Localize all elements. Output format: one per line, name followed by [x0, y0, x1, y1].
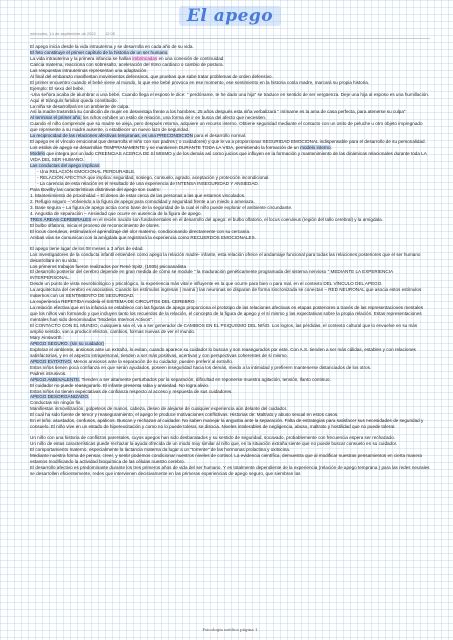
highlight: modelo interno [300, 145, 331, 151]
list-item: 3. Base segura – La figura de apego actúa como base de la seguridad de la cual el niño puede explorar el ambiente circundante. [30, 204, 293, 210]
paragraph: Desde un punto de vista neurobiológico y psicológico, la experiencia más vital e influyente es la que ocurre para bien o para mal, en el contexto DEL VÍNCULO DEL APEGO. [30, 281, 383, 287]
paragraph-text: que integra por un lado CREENCIAS ACERCA DE SÍ MISMO y de los demás así como juicios que influyen en la formación y mantenimiento de las dinámicas relacionales durante toda LA VIDA DEL SER HUMANO. [30, 151, 427, 163]
paragraph: Las respuestas intrauterinas representan una adaptación. [30, 67, 148, 73]
page-footer: Psicología médica página 1 [202, 627, 258, 632]
notebook-page [30, 0, 430, 640]
highlight: APEGO EVITATIVO. [30, 358, 73, 364]
paragraph: Conductas sin ningún fin. [30, 400, 82, 406]
paragraph: La relación efectiva que en la infancia se establece con las figuras de apego proporciona el prototipo de las relaciones afectivas en etapas posteriores a través de las representaciones mentales que los niños van formando y que incluyen tanto los recuerdos de la relación, el concepto de la figura de apego y el sí mismo y las expectativas sobre la propia relación. Estas representaciones mentales han sido denominadas "Modelos Internos Activos". [30, 305, 424, 323]
paragraph: El cual ha sido fuente de temor y reaseguramiento, el apego le produce motivaciones conflictivas. Historias de: Maltrato y abuso sexual en estos casos. [30, 412, 339, 418]
paragraph-text: La vida intrauterina y la primera infancia se hallan [30, 55, 133, 61]
paragraph: Padres intrusivos. [30, 370, 67, 376]
paragraph-text: en el recién nacido son fundamentales en el desarrollo del apego: el bulbo olfatorio, el locus coeruleus (región del tallo cerebral) y la amígdala. [91, 216, 383, 222]
paragraph-text: para el desarrollo normal. [192, 133, 247, 139]
paragraph: El bulbo olfatorio, inicia el proceso de reconocimiento de olores. [30, 222, 160, 228]
paragraph: Ambas vías se comunican con la amígdala que registrará la experiencia como RECUERDOS EMOCIONALES. [30, 234, 256, 240]
paragraph: Ejemplo: El sexo del bebé. [30, 85, 85, 91]
paragraph-text: . [330, 145, 332, 151]
paragraph: El primer encuentro cuando el bebé viene al mundo, lo que ese bebé provoca en ese momento, ese sentimiento en la historia conla madre, marcará su propia historia. [30, 79, 370, 85]
highlight: Modelo [30, 151, 46, 157]
paragraph-text: Los estilos de apego se desarrollan TEMPRANAMENTE y se mantienen DURANTE TODA LA VIDA, permitiendo la formación de un [30, 145, 301, 151]
highlight: TRES ÁREAS CEREBRALES [30, 216, 92, 222]
highlight: APEGO DESORGANIZADO. [30, 394, 90, 400]
page-title-text: El apego [179, 6, 281, 26]
paragraph: Estos niños no tienen expectativas de confianza respecto al acceso y respuesta de sus cuidadores. [30, 388, 233, 394]
paragraph: El apego inicia desde la vida intrauterina y se desarrolla en cada año de su vida. [30, 44, 194, 49]
paragraph: El apego es el vínculo emocional que desarrolla el niño con sus padres ( o cuidadores) y que le va a proporcionar SEGURIDAD EMOCIONAL indispensable para el desarrollo de su personalidad. [30, 139, 426, 145]
paragraph: Un niño de estas características puede rechazar la ayuda ofrecida de un modo muy similar al niño que, en la situación extraña siente que no puede buscar consuelo en su cuidador. [30, 441, 398, 447]
paragraph-text: los niños exhiben un estilo de relación, una forma de ir en busca del afecto que necesiten. [81, 115, 267, 121]
paragraph: -Una señora acaba de alumbrar a una bebé. Cuando llega el esposo le dice: " perdóname, te he dado una hija" se traduce en sentido de ser vergüenza. Deje una hija al esposo es una humillación. [30, 91, 430, 97]
page-meta [30, 31, 123, 36]
paragraph: El comportamiento materno, especialmente la lactancia materna da lugar a un "torrente" de las hormonas prolactina y oxitocina. [30, 447, 291, 453]
meta-divider [30, 38, 430, 39]
highlight: APEGO SEGURO. (sin su cuidador) [30, 340, 105, 346]
paragraph: Así la madre trasmitirá su condición de mujer en desventaja frente a los hombres. 25 años después esta niña verbalizará " mímame es la ama de casa perfecta, para atenerse su culpa" [30, 109, 406, 115]
paragraph: Los investigadores de la conducta infantil entienden como apego la relación madre- infante, esta relación ofrece el andamiaje funcional para todas las relaciones posteriores que el ser humano desarrollará en su vida. [30, 251, 421, 263]
paragraph: La arquitectura del cerebro es asociativa. Cuando los estímulos ingresan ( mamá ) las neuronas se disparan de forma sincronizada se conectan – RED NEURONAL que asocia estos estímulos maternos con un SENTIMIENTO DE SEGURIDAD. [30, 287, 422, 299]
paragraph-text: Menos ansiosos ante la separación de su cuidador, pueden preferir al extraño. [72, 358, 234, 364]
page-title [30, 6, 430, 26]
highlight: imbrincadas [132, 55, 158, 61]
paragraph: La experiencia REPETIDA modela el SISTEMA DE CIRCUITOS DEL CEREBRO. [30, 299, 196, 305]
page-time: 12:05 [104, 31, 115, 36]
paragraph: Mary Ainsworth. [30, 334, 63, 340]
paragraph [30, 217, 430, 223]
paragraph: Un niño con una historia de conflictos parentales, cuyos apegos han sido desbaratados y su sentido de seguridad, socavado, probablemente con frecuencia espera ser rechazado. [30, 435, 395, 441]
paragraph: En el niño: asustados, confusos, apáticos. Buscan y rechazan al cuidador. No saben manejar la angustia ante la separación. Falta de estrategias para satisfacer sus necesidades de seguridad y consuelo. El niño vive en un estado de hiperexcitación y como no lo puede tolerar, se disocia. Niveles intolerables de negligencia, abuso, maltrato y hostilidad que no puede tolerar. [30, 418, 424, 430]
paragraph: Para Bowlby las características distintivas del apego son cuatro: [30, 186, 161, 192]
paragraph: El locus coeruleus, estimulará el aprendizaje del olor materno, condicionando directamente con su cercanía. [30, 228, 251, 234]
paragraph: El desarrollo posterior del cerebro depende en gran medida de cómo se module " la maduración genéticamente programada del sistema nervioso " MEDIANTE LA EXPERIENCIA INTERPERSONAL. [30, 269, 393, 281]
list-item: 1. Mantenimiento de proximidad – El deseo de estar cerca de las personas a las que estamos vinculados. [30, 192, 246, 198]
paragraph: Exploran el ambiente, ansiosos ante un extraño, lo evitan, cuando aparece su cuidador lo buscan y son reasegurados por este. Con A.S. tienden a ser más cálidas, estables y con relaciones satisfactorias, y en el aspecto intrapersonal, tienden a ser más positivas, acertivas y con perspectivas coherentes de sí mismo. [30, 346, 416, 358]
paragraph-text: Tienden a ser altamente perturbados por la separación, dificultad en reponerse muestra agitación, tensión, llanto continuo. [80, 376, 331, 382]
paragraph: Cuando el niño comprende que su madre se aleja, pero después retorna, adquiere un recurso interno. Obtiene seguridad mediante el contacto con un osito de peluche u otro objeto impregnado que represente a su madre ausente, o establecer un nuevo lazo de seguridad. [30, 121, 423, 133]
highlight: APEGO AMBIVALENTE. [30, 376, 81, 382]
paragraph: La niña se desarrollará en un ambiente de culpa. [30, 103, 130, 109]
note-body [30, 44, 430, 477]
highlight: Al terminar el primer año, [30, 115, 82, 121]
paragraph: Aquí el triángulo familiar queda constituido. [30, 97, 118, 103]
highlight: El feto constituye el primer capítulo de la historia de un ser humano. [30, 49, 169, 55]
paragraph: Estos niños tienen poca confianza en que serán ayudados, poseen inseguridad hacia los demás, miedo a la intimidad y prefieren mantenerse distanciados de los otros. [30, 364, 372, 370]
paragraph: El apego tiene lugar de los 08 meses a 3 años de edad. [30, 245, 144, 251]
paragraph-text: en una conexión de continuidad. [157, 55, 225, 61]
paragraph: Mediante nuestra forma de pensar, creer, y sentir podemos condicionar nuestros niveles de cortisol. La evidencia científica, demuestra que al modificar nuestras pensamientos en cierta manera estamos modificando la actividad bioquímica de las células nuestro cerebro. [30, 453, 422, 465]
list-item: - La carencia de esta relación es el resultado de una experiencia de INTENSA INSEGURIDAD Y ANSIEDAD. [37, 180, 259, 186]
paragraph: Los primeros trabajos fueron realizados por René Spitz, (1935) psicoanalista [30, 263, 187, 269]
list-item: 2. Refugio seguro – Volviendo a la figura de apego para comodidad y seguridad frente a un miedo o amenaza. [30, 198, 255, 204]
paragraph: Caricia materna, reacciona con sobresalto, aceleración del ritmo cardiaco o cambio de postura. [30, 61, 224, 67]
highlight: Las conductas del apego implican: [30, 163, 101, 169]
list-item: - Una RELACIÓN EMOCIONAL PERDURABLE. [37, 169, 136, 175]
list-item: - RELACIÓN AFECTIVA que implica: seguridad, sosiego, consuelo, agrado, aceptación y protección incondicional. [37, 174, 270, 180]
highlight: La reciprocidad de las relaciones afectivas tempranas, es una PRECONDICIÓN [30, 133, 193, 139]
paragraph: El CONTACTO CON EL MUNDO, cualquiera sea el, va a ser generador de CAMBIOS EN EL PSIQUISMO DEL NIÑO. Los logros, las pérdidas, el contexto cultural que lo envuelve en su más amplio sentido, van a producir efectos, cambios, formas nuevas de ver el mundo. [30, 323, 418, 334]
paragraph: El desarrollo afectivo es predominante durante los tres primeros años de vida del ser humano. Y es totalmente dependiente de la experiencia (relación de apego temprana ) para las redes neurales se desarrollen eficientemente, redes que intervienen decisivamente en las primeras experiencias de apego seguro, que siembran las [30, 465, 430, 477]
paragraph [30, 151, 430, 163]
paragraph: Manifiestan inmovilización, golpeteos de manos, cabeza, deseo de alejarse de cualquier experiencia aún delante del cuidador. [30, 406, 288, 412]
list-item: 4. Angustia de separación – Ansiedad que ocurre en ausencia de la figura de apego. [30, 210, 202, 216]
paragraph: El cuidador no puede reasegurarlo. El infante presenta rabia y ansiedad. No logra alivio. [30, 382, 210, 388]
paragraph: Al final del embarazo manifiestan movimientos defensivos, que prueban que sabe tratar problemas de orden defensivo. [30, 73, 273, 79]
page-date: miércoles, 14 de septiembre de 2022 [30, 31, 96, 36]
